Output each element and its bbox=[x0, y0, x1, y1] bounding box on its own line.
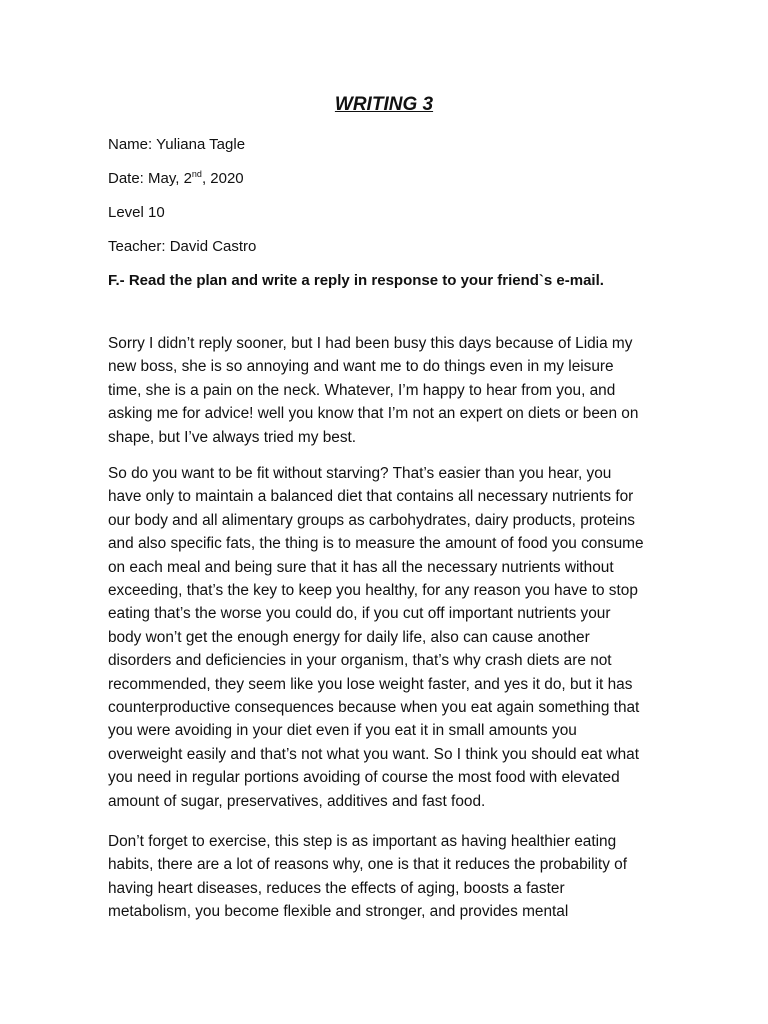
student-name: Name: Yuliana Tagle bbox=[108, 136, 246, 153]
paragraph-1: Sorry I didn’t reply sooner, but I had been busy this days because of Lidia my new boss, she is so annoying and want me to do things even in my leisure time, she is a pain on the neck. Whatever, I’m happy to hear from you, and asking me for advice! well you know that I’m not an expert on diets or been on shape, but I’ve always tried my best. bbox=[108, 335, 639, 446]
teacher-line: Teacher: David Castro bbox=[108, 238, 257, 255]
paragraph-2: So do you want to be fit without starving? That’s easier than you hear, you have only to maintain a balanced diet that contains all necessary nutrients for our body and all alimentary groups as carbohydrates, dairy products, proteins and also specific fats, the thing is to measure the amount of food you consume on each meal and being sure that it has all the necessary nutrients without exceeding, that’s the key to keep you healthy, for any reason you have to stop eating that’s the worse you could do, if you cut off important nutrients your body won’t get the enough energy for daily life, also can cause another disorders and deficiencies in your organism, that’s why crash diets are not recommended, they seem like you lose weight faster, and yes it do, but it has counterproductive consequences because when you eat again something that you were avoiding in your diet even if you eat it in small amounts you overweight easily and that’s not what you want. So I think you should eat what you need in regular portions avoiding of course the most food with elevated amount of sugar, preservatives, additives and fast food. bbox=[108, 465, 644, 810]
instruction: F.- Read the plan and write a reply in response to your friend`s e-mail. bbox=[108, 272, 604, 289]
date-superscript: nd bbox=[191, 169, 202, 179]
date-line bbox=[108, 170, 244, 187]
date-suffix: , 2020 bbox=[201, 170, 244, 187]
document-title: WRITING 3 bbox=[334, 94, 434, 115]
paragraph-3: Don’t forget to exercise, this step is as important as having healthier eating habits, there are a lot of reasons why, one is that it reduces the probability of having heart diseases, reduces the effects of aging, boosts a faster metabolism, you become flexible and stronger, and provides mental bbox=[108, 833, 628, 921]
date-prefix: Date: May, 2 bbox=[108, 170, 192, 187]
level-line: Level 10 bbox=[108, 204, 165, 221]
